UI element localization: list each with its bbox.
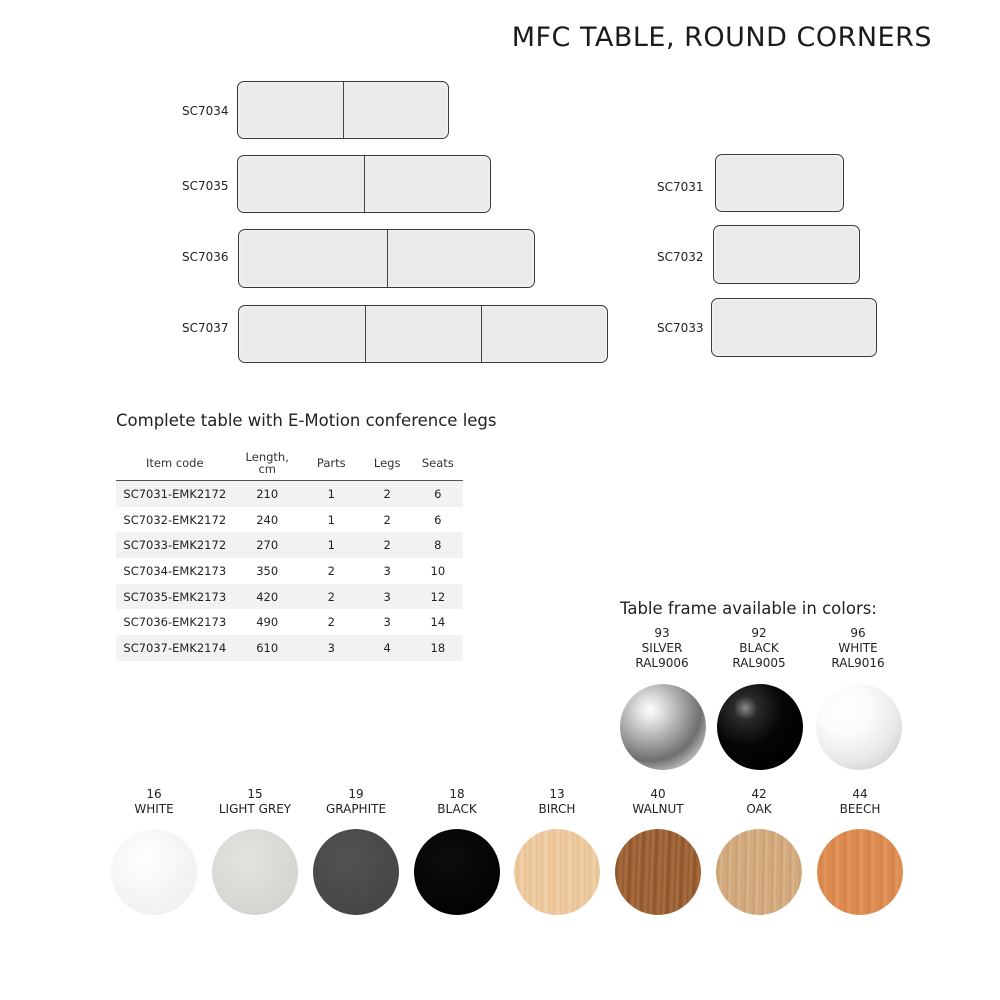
table-shape-sc7033 [711,298,877,357]
frame-swatch-silver[interactable] [620,684,706,770]
table-row [116,481,463,507]
cell-item: SC7036-EMK2173 [123,615,227,630]
cell-length: 270 [234,532,301,558]
frame-swatch-white[interactable] [816,684,902,770]
top-color-name: GRAPHITE [325,802,387,816]
top-color-code: 44 [852,787,868,801]
table-code-sc7032: SC7032 [657,250,704,264]
top-color-code: 16 [146,787,162,801]
frame-swatch-black[interactable] [717,684,803,770]
table-row [116,532,463,558]
cell-legs: 3 [383,615,391,630]
cell-seats: 6 [434,512,442,527]
frame-color-name: BLACK [739,641,779,655]
top-swatch-black[interactable] [414,829,500,915]
top-color-label-beech [805,787,915,817]
cell-seats: 14 [430,615,446,630]
top-color-name: WHITE [134,802,174,816]
top-color-label-white [99,787,209,817]
top-color-name: BIRCH [538,802,576,816]
frame-colors-title: Table frame available in colors: [620,599,877,618]
cell-seats: 8 [413,532,463,558]
table-code-sc7036: SC7036 [182,250,229,264]
cell-parts: 1 [301,532,362,558]
cell-item: SC7035-EMK2173 [116,584,234,610]
table-row [116,635,463,661]
top-color-label-black [402,787,512,817]
table-code-sc7034: SC7034 [182,104,229,118]
top-color-name: OAK [746,802,772,816]
cell-parts: 3 [301,635,362,661]
table-row [116,558,463,584]
top-color-code: 42 [751,787,767,801]
frame-color-code: 93 [654,626,670,640]
frame-color-name: WHITE [838,641,878,655]
top-color-label-light-grey [200,787,310,817]
header-legs: Legs [362,446,413,481]
cell-parts: 2 [301,584,362,610]
top-color-name: WALNUT [632,802,684,816]
table-code-sc7037: SC7037 [182,321,229,335]
frame-color-label-black [704,626,814,671]
cell-parts: 2 [327,615,335,630]
table-row [116,507,463,533]
top-swatch-birch[interactable] [514,829,600,915]
top-color-code: 19 [348,787,364,801]
top-color-label-oak [704,787,814,817]
cell-item: SC7031-EMK2172 [116,481,234,507]
top-color-code: 15 [247,787,263,801]
table-seam [365,306,366,362]
cell-parts: 1 [301,481,362,507]
spec-title: Complete table with E-Motion conference legs [116,411,497,430]
cell-legs: 2 [362,481,413,507]
table-code-sc7035: SC7035 [182,179,229,193]
cell-item: SC7034-EMK2173 [123,563,227,578]
cell-item: SC7033-EMK2172 [116,532,234,558]
table-shape-sc7036 [238,229,535,288]
table-shape-sc7037 [238,305,608,363]
cell-item: SC7037-EMK2174 [116,635,234,661]
frame-color-label-silver [607,626,717,671]
table-seam [343,82,344,138]
cell-parts: 1 [327,512,335,527]
top-swatch-walnut[interactable] [615,829,701,915]
table-seam [387,230,388,287]
frame-color-name: SILVER [641,641,683,655]
spec-header-row [116,446,463,481]
page-title: MFC TABLE, ROUND CORNERS [511,22,932,53]
header-parts: Parts [301,446,362,481]
top-swatch-oak[interactable] [716,829,802,915]
frame-color-code: 96 [850,626,866,640]
top-swatch-light-grey[interactable] [212,829,298,915]
top-color-name: LIGHT GREY [218,802,292,816]
frame-color-code: 92 [751,626,767,640]
cell-seats: 10 [430,563,446,578]
table-seam [481,306,482,362]
table-shape-sc7034 [237,81,449,139]
table-row [116,609,463,635]
cell-legs: 3 [383,563,391,578]
cell-length: 210 [234,481,301,507]
cell-parts: 2 [327,563,335,578]
cell-length: 240 [256,512,279,527]
cell-seats: 6 [413,481,463,507]
top-color-label-graphite [301,787,411,817]
cell-length: 610 [234,635,301,661]
top-color-name: BLACK [437,802,477,816]
top-color-code: 40 [650,787,666,801]
header-item-code: Item code [116,446,234,481]
cell-length: 420 [234,584,301,610]
cell-length: 350 [256,563,279,578]
table-shape-sc7032 [713,225,860,284]
table-row [116,584,463,610]
cell-legs: 2 [362,532,413,558]
top-swatch-white[interactable] [111,829,197,915]
table-code-sc7031: SC7031 [657,180,704,194]
cell-legs: 2 [383,512,391,527]
top-color-label-birch [502,787,612,817]
cell-length: 490 [256,615,279,630]
top-color-code: 13 [549,787,565,801]
frame-color-ral: RAL9005 [732,656,786,670]
top-color-name: BEECH [839,802,881,816]
table-seam [364,156,365,212]
table-code-sc7033: SC7033 [657,321,704,335]
header-length: Length, cm [234,446,301,481]
cell-legs: 3 [362,584,413,610]
spec-table [116,446,463,661]
cell-seats: 12 [413,584,463,610]
frame-color-ral: RAL9016 [831,656,885,670]
cell-legs: 4 [362,635,413,661]
table-shape-sc7035 [237,155,491,213]
top-swatch-beech[interactable] [817,829,903,915]
top-color-label-walnut [603,787,713,817]
frame-color-label-white [803,626,913,671]
cell-seats: 18 [413,635,463,661]
top-color-code: 18 [449,787,465,801]
top-swatch-graphite[interactable] [313,829,399,915]
frame-color-ral: RAL9006 [635,656,689,670]
table-shape-sc7031 [715,154,844,212]
header-seats: Seats [413,446,463,481]
cell-item: SC7032-EMK2172 [123,512,227,527]
